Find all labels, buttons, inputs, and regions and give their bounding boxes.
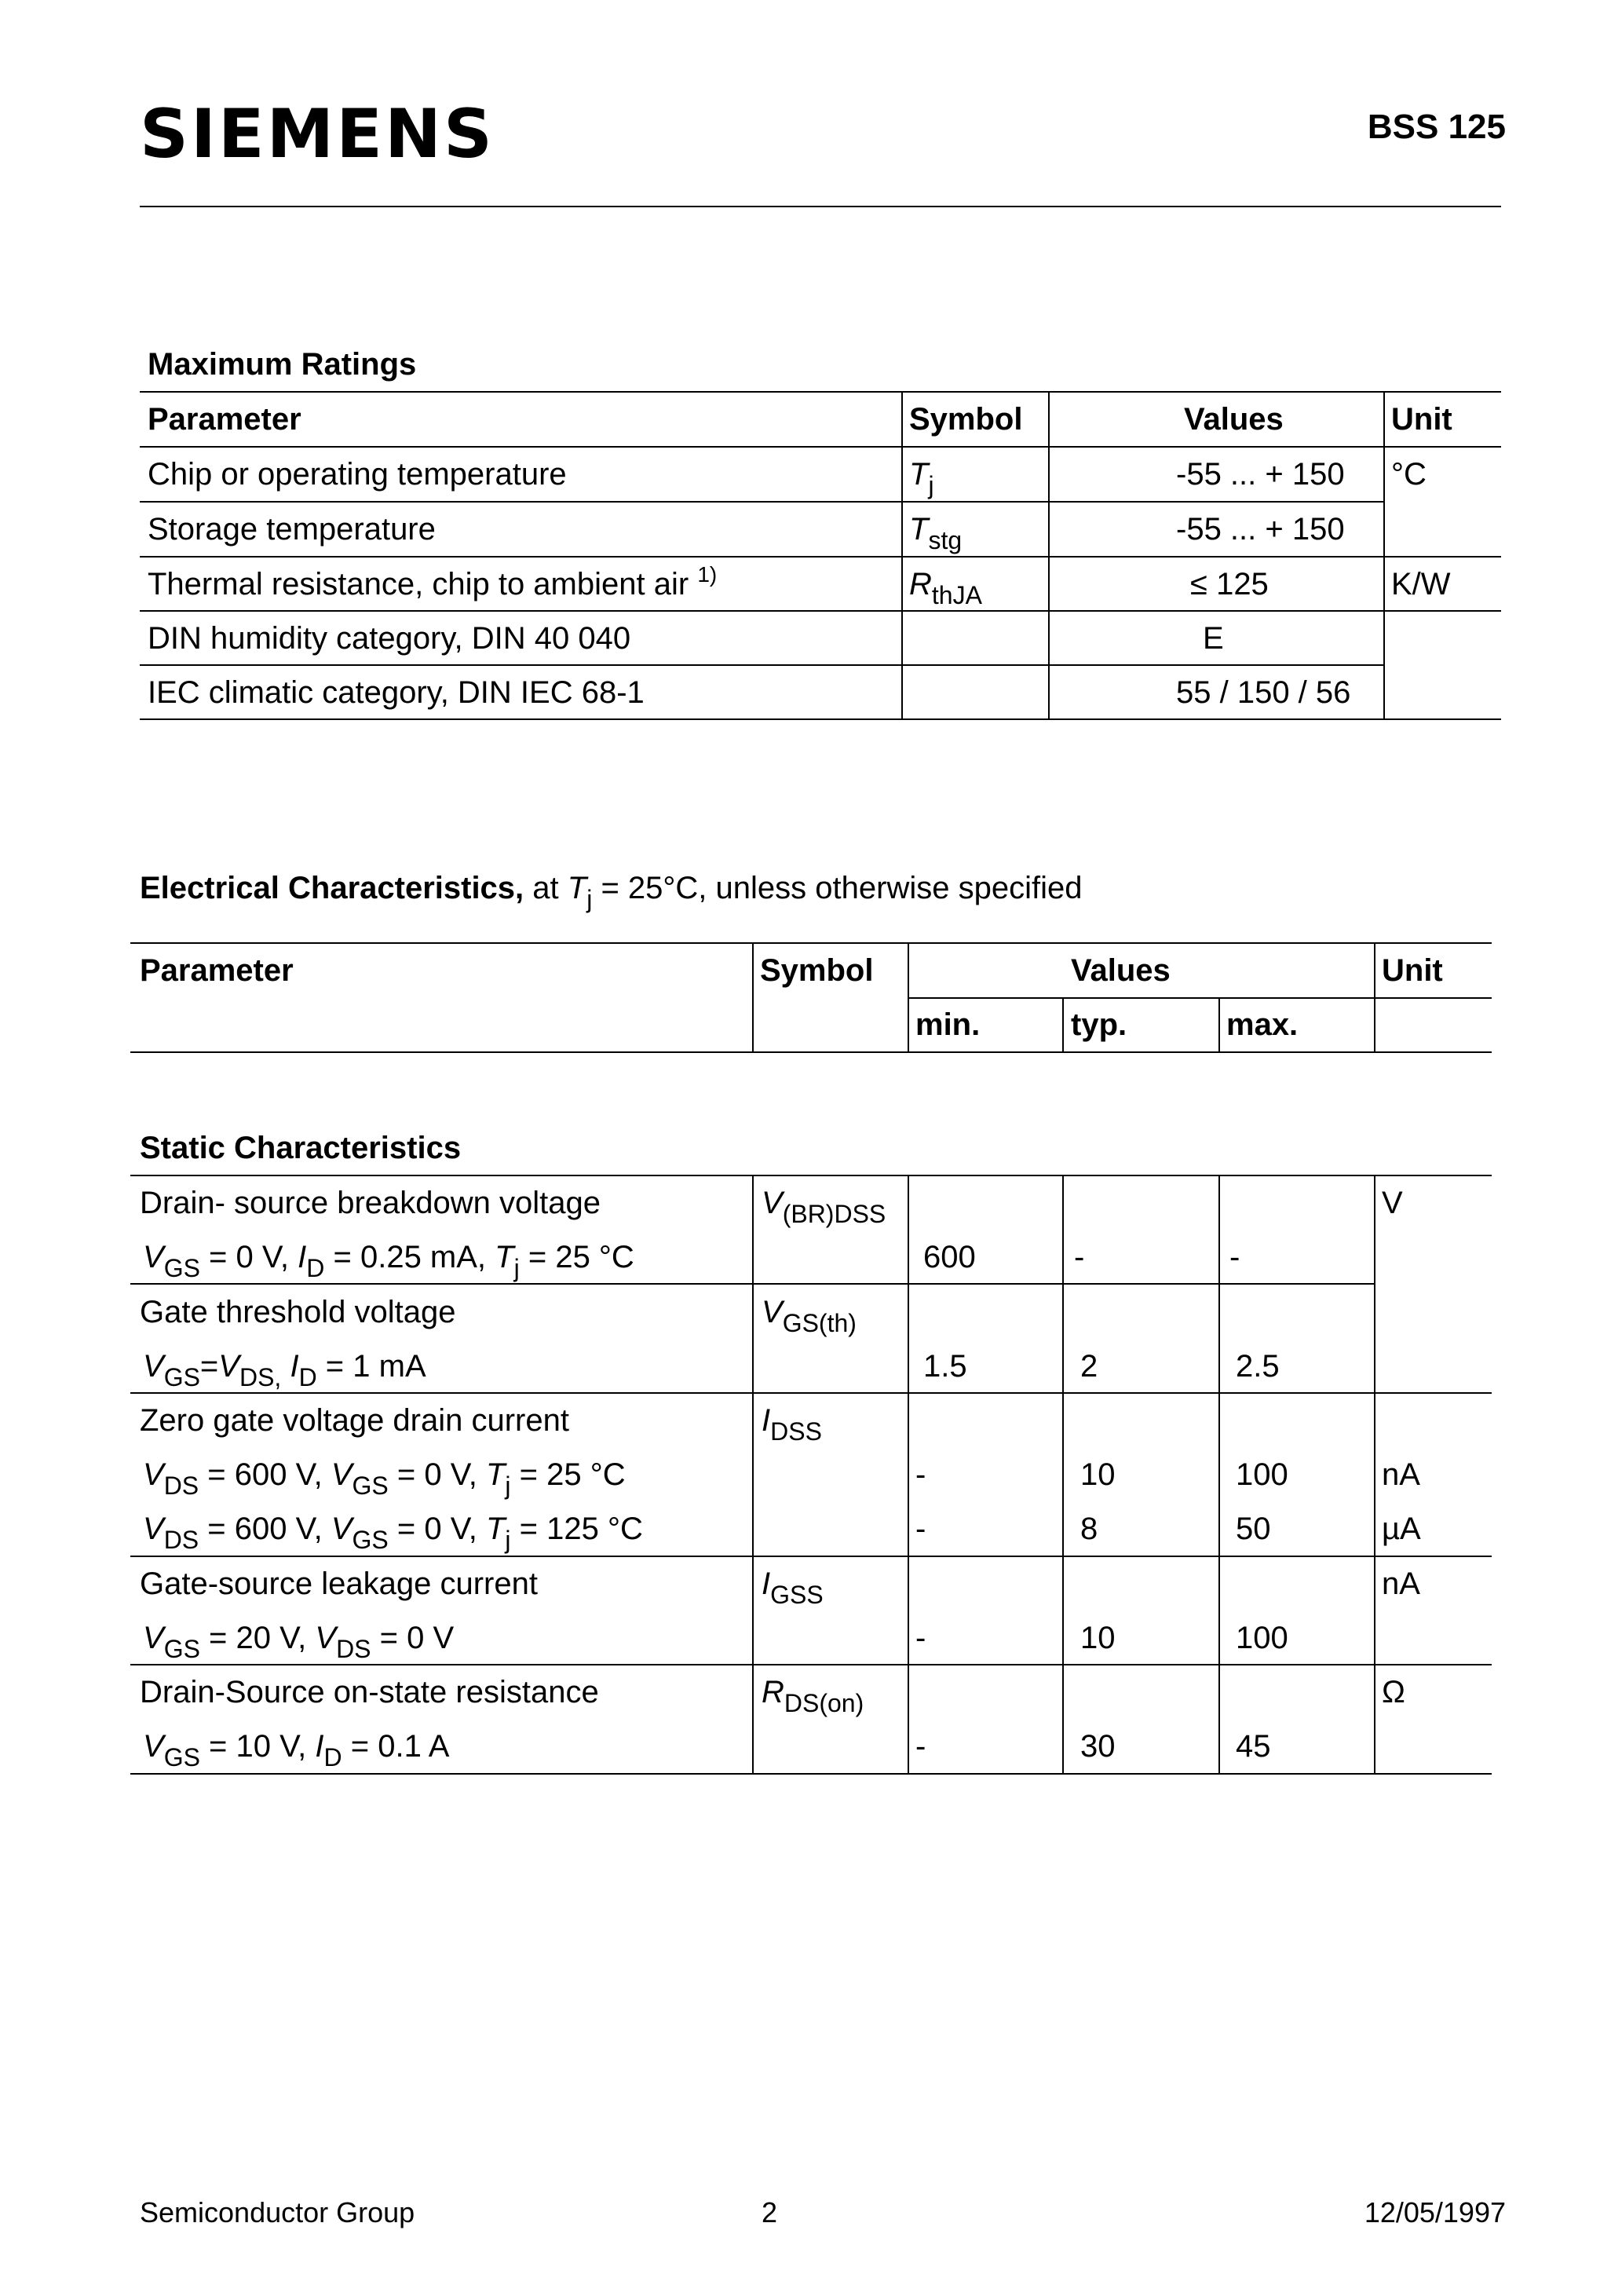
row-typ: - [1074,1240,1085,1274]
row-unit: V [1382,1186,1403,1220]
table-rule [140,664,1383,666]
table-rule [140,446,1501,448]
table-rule [1062,1175,1064,1773]
table-cell-value: 55 / 150 / 56 [1176,675,1351,710]
row-unit: µA [1382,1512,1421,1546]
header-divider [140,206,1501,207]
row-parameter: Drain- source breakdown voltage [140,1186,601,1220]
row-max: - [1229,1240,1240,1274]
table-cell-parameter: Storage temperature [148,512,436,547]
footer-date: 12/05/1997 [1364,2196,1506,2228]
row-symbol: $I_{DSS}$ [762,1403,822,1446]
row-max: 50 [1236,1512,1271,1546]
footnote-marker: 1) [697,562,718,587]
row-typ: 10 [1080,1621,1116,1655]
table-rule [908,1175,909,1773]
table-rule [130,1175,1492,1176]
row-symbol: $I_{GSS}$ [762,1567,824,1609]
row-symbol: $V_{(BR)DSS}$ [762,1186,886,1228]
row-parameter: Zero gate voltage drain current [140,1403,569,1438]
row-typ: 2 [1080,1349,1098,1384]
table-rule [752,942,754,1051]
table-rule [1374,1175,1375,1773]
col-header-parameter: Parameter [148,402,301,437]
table-cell-parameter: Thermal resistance, chip to ambient air $^{1)}$ [148,562,718,601]
table-cell-symbol: $R_{thJA}$ [909,567,982,609]
table-cell-value: -55 ... + 150 [1176,457,1345,492]
col-header-symbol: Symbol [909,402,1023,437]
col-header-unit: Unit [1382,953,1443,988]
row-typ: 10 [1080,1457,1116,1492]
table-rule [901,391,903,718]
table-rule [130,1392,1492,1394]
row-condition: $V_{GS}=V_{DS,}$ $I_D = 1$ mA [143,1349,426,1391]
row-condition: $V_{GS} = 10$ V, $I_D = 0.1$ A [143,1729,450,1771]
table-cell-parameter: DIN humidity category, DIN 40 040 [148,621,631,656]
electrical-title: Electrical Characteristics, at $T_j = 25^\circ C$, unless otherwise specified [140,871,1083,913]
table-rule [140,501,1383,503]
table-rule [1048,391,1050,718]
static-title: Static Characteristics [140,1131,462,1165]
table-rule [130,1664,1492,1665]
table-cell-value: E [1203,621,1224,656]
row-typ: 8 [1080,1512,1098,1546]
table-rule [130,1556,1492,1557]
row-min: 600 [923,1240,976,1274]
table-rule [1374,942,1375,1051]
part-number: BSS 125 [1367,108,1506,146]
row-condition: $V_{GS} = 0$ V, $I_D = 0.25$ mA, $T_j = 25$ °C [143,1240,634,1282]
table-rule [1062,997,1064,1051]
row-min: 1.5 [923,1349,967,1384]
table-cell-unit: °C [1391,457,1427,492]
row-min: - [915,1512,926,1546]
col-header-symbol: Symbol [760,953,874,988]
row-min: - [915,1729,926,1764]
col-header-max: max. [1226,1007,1299,1042]
row-max: 100 [1236,1621,1288,1655]
row-unit: Ω [1382,1675,1405,1709]
table-rule [752,1175,754,1773]
row-min: - [915,1621,926,1655]
row-max: 2.5 [1236,1349,1280,1384]
siemens-logo: SIEMENS [140,95,495,174]
col-header-min: min. [915,1007,981,1042]
table-cell-parameter: IEC climatic category, DIN IEC 68-1 [148,675,645,710]
table-rule [908,997,1492,999]
table-rule [908,942,909,1051]
row-parameter: Drain-Source on-state resistance [140,1675,599,1709]
table-cell-value: ≤ 125 [1190,567,1269,601]
row-parameter: Gate threshold voltage [140,1295,456,1329]
row-unit: nA [1382,1457,1420,1492]
row-symbol: $R_{DS(on)}$ [762,1675,864,1717]
row-condition: $V_{DS} = 600$ V, $V_{GS} = 0$ V, $T_j = 25$ °C [143,1457,626,1500]
table-cell-value: -55 ... + 150 [1176,512,1345,547]
table-rule [130,942,1492,944]
max-ratings-title: Maximum Ratings [148,347,417,382]
table-rule [1218,997,1220,1051]
col-header-values: Values [1071,953,1171,988]
row-condition: $V_{GS} = 20$ V, $V_{DS} = 0$ V [143,1621,455,1663]
table-cell-parameter: Chip or operating temperature [148,457,567,492]
row-condition: $V_{DS} = 600$ V, $V_{GS} = 0$ V, $T_j = 125$ °C [143,1512,643,1554]
table-rule [130,1051,1492,1053]
col-header-values: Values [1184,402,1284,437]
table-rule [140,556,1501,558]
page-number: 2 [762,2196,778,2228]
row-max: 100 [1236,1457,1288,1492]
row-parameter: Gate-source leakage current [140,1567,538,1601]
footer-left: Semiconductor Group [140,2196,415,2228]
col-header-unit: Unit [1391,402,1452,437]
row-unit: nA [1382,1567,1420,1601]
table-rule [1383,391,1385,718]
col-header-parameter: Parameter [140,953,294,988]
row-min: - [915,1457,926,1492]
table-rule [140,718,1501,720]
row-max: 45 [1236,1729,1271,1764]
table-rule [140,610,1501,612]
table-rule [130,1773,1492,1775]
table-cell-unit: K/W [1391,567,1451,601]
table-cell-symbol: $T_j$ [909,457,934,499]
table-rule [1218,1175,1220,1773]
col-header-typ: typ. [1071,1007,1127,1042]
row-symbol: $V_{GS(th)}$ [762,1295,857,1337]
table-cell-symbol: $T_{stg}$ [909,512,963,554]
row-typ: 30 [1080,1729,1116,1764]
table-rule [140,391,1501,393]
